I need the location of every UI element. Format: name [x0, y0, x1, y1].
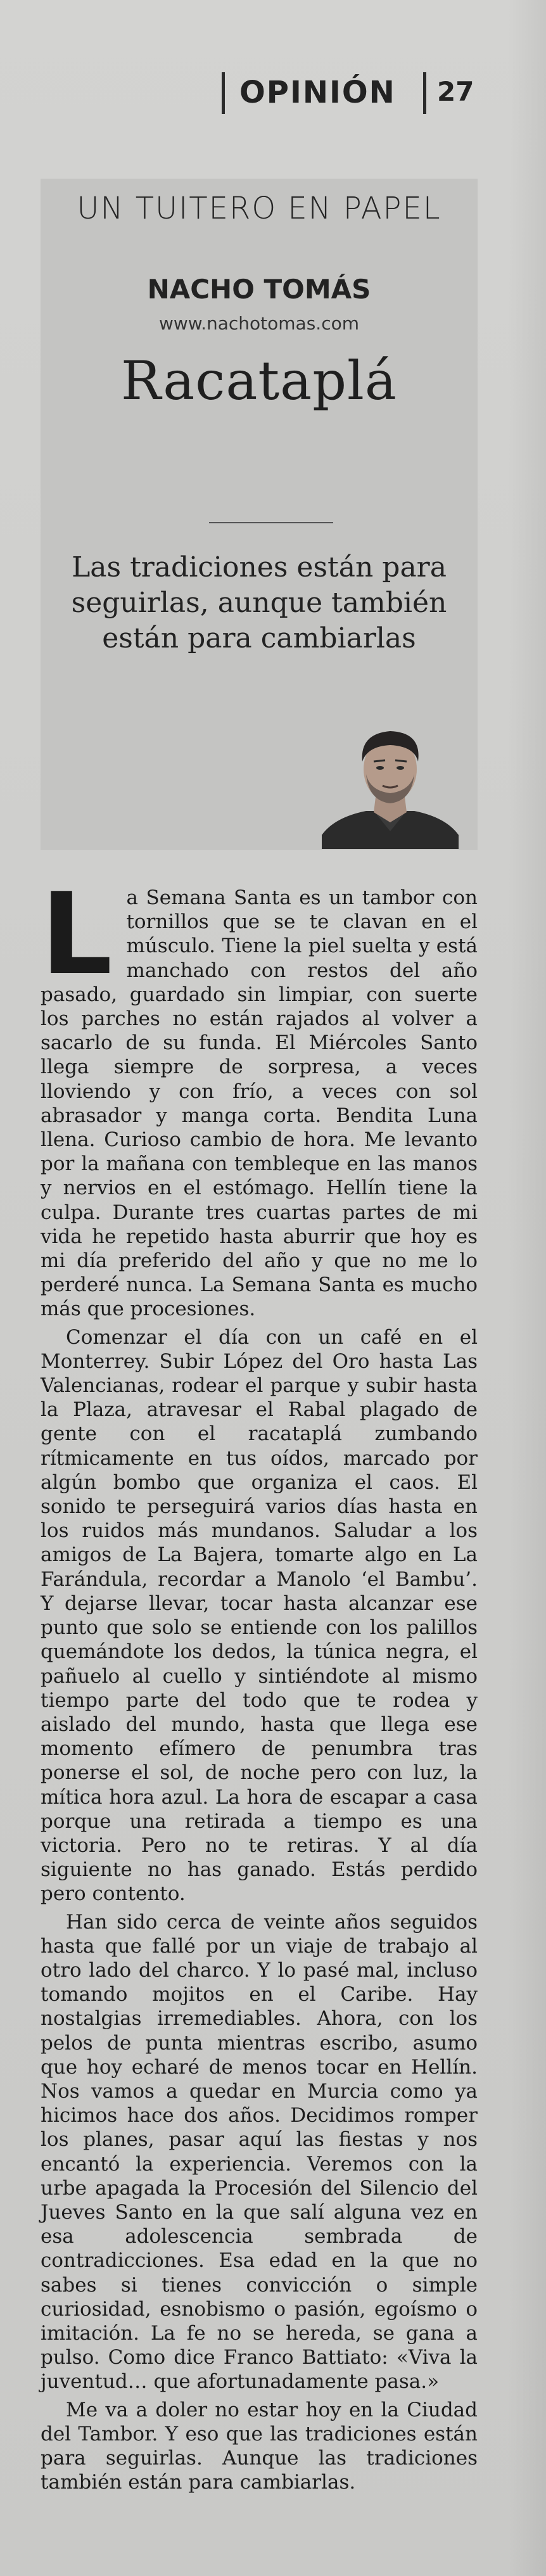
- page-edge-shadow: [508, 0, 546, 2576]
- headline: Racataplá: [121, 350, 397, 412]
- author-photo: [322, 722, 459, 849]
- author-name: NACHO TOMÁS: [147, 274, 371, 305]
- subheadline: Las tradiciones están para seguirlas, aunque también están para cambiarlas: [71, 551, 447, 654]
- paragraph: Han sido cerca de veinte años seguidos hasta que fallé por un viaje de trabajo al otro lado del charco. Y lo pasé mal, incluso tomando mojitos en el Caribe. Hay nostalgias irremediables. Ahora, con los pelos de punta mientras escribo, asumo que hoy echaré de menos tocar en Hellín. Nos vamos a quedar en Murcia como ya hicimos hace dos años. Decidimos romper los planes, pasar aquí las fiestas y nos encantó la experiencia. Veremos con la urbe apagada la Procesión del Silencio del Jueves Santo en la que salí alguna vez en esa adolescencia sembrada de contradicciones. Esa edad en la que no sabes si tienes convicción o simple curiosidad, esnobismo o pasión, egoísmo o imitación. La fe no se hereda, se gana a pulso. Como dice Franco Battiato: «Viva la juventud… que afortunadamente pasa.»: [41, 1910, 478, 2394]
- header-rule-right: [423, 72, 426, 114]
- author-website: www.nachotomas.com: [158, 313, 360, 334]
- page-number: 27: [437, 76, 474, 107]
- section-name: OPINIÓN: [239, 75, 396, 110]
- paragraph: Me va a doler no estar hoy en la Ciudad del Tambor. Y eso que las tradiciones están para seguirlas. Aunque las tradiciones también están para cambiarlas.: [41, 2398, 478, 2494]
- article-body: [41, 869, 478, 2498]
- drop-cap: L: [41, 869, 113, 1000]
- header-rule-left: [222, 72, 225, 114]
- column-tag: UN TUITERO EN PAPEL: [77, 191, 441, 226]
- paragraph: La Semana Santa es un tambor con tornillos que se te clavan en el músculo. Tiene la piel suelta y está manchado con restos del año pasado, guardado sin limpiar, con suerte los parches no están rajados al volver a sacarlo de su funda. El Miércoles Santo llega siempre de sorpresa, a veces lloviendo y con frío, a veces con sol abrasador y manga corta. Bendita Luna llena. Curioso cambio de hora. Me levanto por la mañana con tembleque en las manos y nervios en el estómago. Hellín tiene la culpa. Durante tres cuartas partes de mi vida he repetido hasta aburrir que hoy es mi día preferido del año y que no me lo perderé nunca. La Semana Santa es mucho más que procesiones.: [41, 869, 478, 1321]
- divider: [209, 522, 333, 523]
- section-header: [222, 68, 488, 119]
- paragraph: Comenzar el día con un café en el Monterrey. Subir López del Oro hasta Las Valencianas, rodear el parque y subir hasta la Plaza, atravesar el Rabal plagado de gente con el racataplá zumbando rítmicamente en tus oídos, marcado por algún bombo que organiza el caos. El sonido te perseguirá varios días hasta en los ruidos más mundanos. Saludar a los amigos de La Bajera, tomarte algo en La Farándula, recordar a Manolo ‘el Bambu’. Y dejarse llevar, tocar hasta alcanzar ese punto que solo se entiende con los palillos quemándote los dedos, la túnica negra, el pañuelo al cuello y sintiéndote al mismo tiempo parte del todo que te rodea y aislado del mundo, hasta que llega ese momento efímero de penumbra tras ponerse el sol, de noche pero con luz, la mítica hora azul. La hora de escapar a casa porque una retirada a tiempo es una victoria. Pero no te retiras. Y al día siguiente no has ganado. Estás perdido pero contento.: [41, 1325, 478, 1906]
